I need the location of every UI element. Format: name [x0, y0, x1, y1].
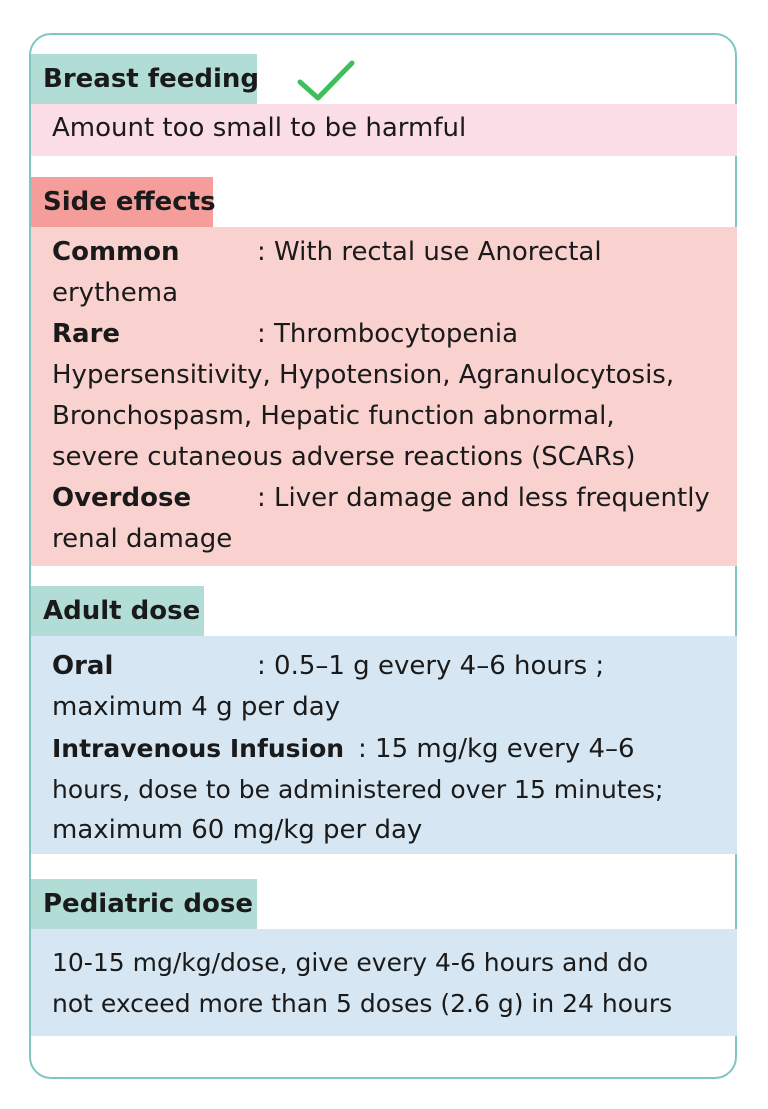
oral-row [52, 646, 604, 687]
pediatric-dose-heading: Pediatric dose [31, 879, 257, 929]
iv-continuation-2: maximum 60 mg/kg per day [52, 815, 423, 845]
common-value: : With rectal use Anorectal [257, 237, 602, 267]
overdose-continuation: renal damage [52, 524, 233, 554]
rare-continuation-1: Hypersensitivity, Hypotension, Agranulocytosis, [52, 360, 675, 390]
oral-label: Oral [52, 651, 114, 681]
overdose-label: Overdose [52, 483, 192, 513]
adult-dose-heading: Adult dose [31, 586, 204, 636]
rare-label: Rare [52, 319, 121, 349]
oral-continuation: maximum 4 g per day [52, 692, 341, 722]
common-row [52, 232, 602, 273]
rare-continuation-2: Bronchospasm, Hepatic function abnormal, [52, 401, 615, 431]
overdose-row [52, 478, 710, 519]
breast-feeding-heading: Breast feeding [31, 54, 257, 104]
common-label: Common [52, 237, 180, 267]
check-icon [296, 58, 356, 102]
rare-continuation-3: severe cutaneous adverse reactions (SCARs) [52, 442, 636, 472]
breast-feeding-text: Amount too small to be harmful [52, 113, 467, 143]
common-continuation: erythema [52, 278, 179, 308]
overdose-value: : Liver damage and less frequently [257, 483, 710, 513]
iv-row [52, 728, 635, 770]
iv-label: Intravenous Infusion [52, 734, 345, 763]
iv-continuation-1: hours, dose to be administered over 15 minutes; [52, 775, 664, 804]
rare-row [52, 314, 518, 355]
pediatric-line-2: not exceed more than 5 doses (2.6 g) in 24 hours [52, 989, 673, 1018]
rare-value: : Thrombocytopenia [257, 319, 519, 349]
pediatric-line-1: 10-15 mg/kg/dose, give every 4-6 hours and do [52, 948, 649, 977]
iv-value: : 15 mg/kg every 4–6 [358, 734, 635, 764]
oral-value: : 0.5–1 g every 4–6 hours ; [257, 651, 605, 681]
side-effects-heading: Side effects [31, 177, 213, 227]
